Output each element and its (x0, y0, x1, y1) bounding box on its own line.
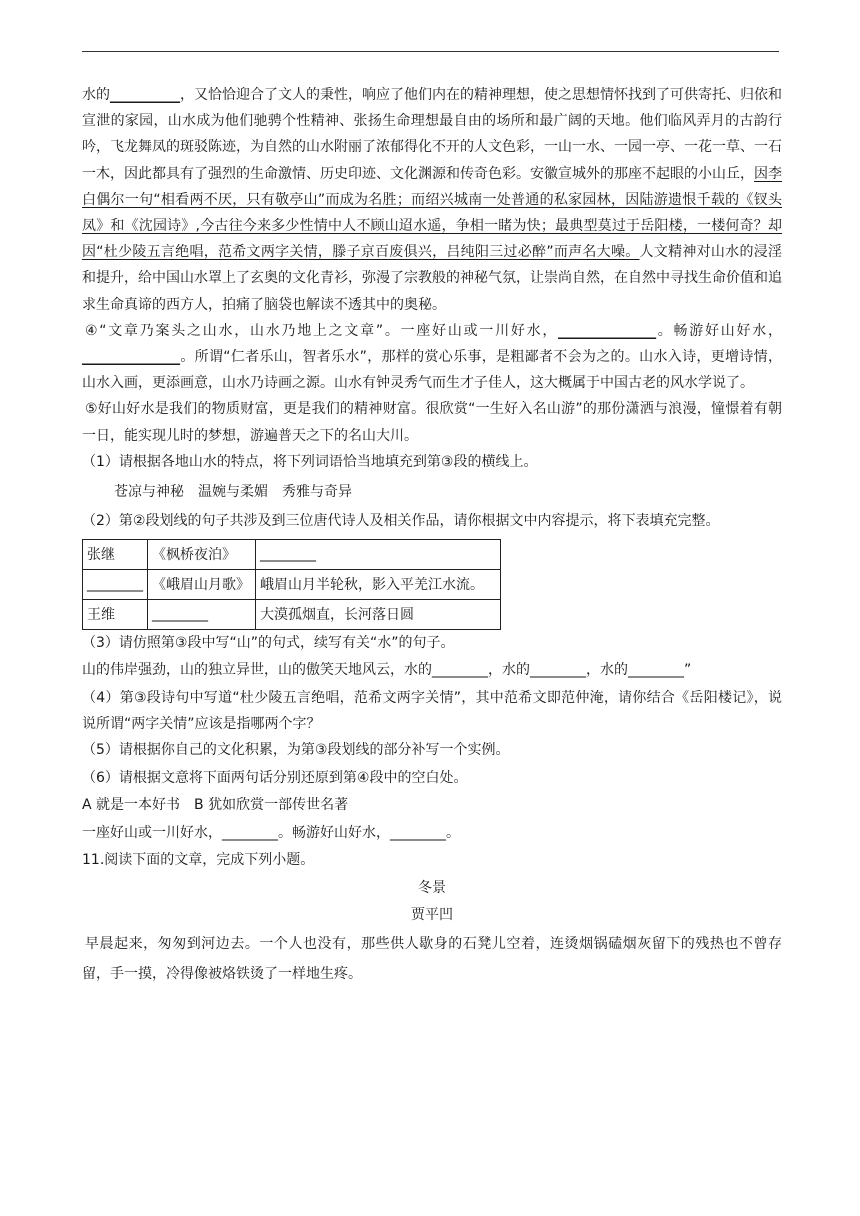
fill-blank: ______________ (558, 322, 657, 339)
text-run: 一座好山或一川好水， (82, 824, 222, 841)
question-1-words: 苍凉与神秘 温婉与柔媚 秀雅与奇异 (114, 484, 352, 501)
question-11: 11.阅读下面的文章，完成下列小题。 (82, 852, 315, 869)
table-row (83, 539, 501, 569)
text-run: 水的 (82, 87, 110, 103)
text-run: ，又恰恰迎合了文人的秉性，响应了他们内在的精神理想，使之思想情怀找到了可供寄托、归依和宣泄的家园，山水成为他们驰骋个性精神、张扬生命理想最自由的场所和最广阔的天地。他们临风弄月的古韵行吟，飞龙舞凤的斑驳陈迹，为自然的山水附丽了浓郁得化不开的人文色彩，一山一水、一园一亭、一花一草、一石一木，因此都具有了强烈的生命激情、历史印迹、文化渊源和传奇色彩。安徽宣城外的那座不起眼的小山丘， (82, 87, 782, 182)
text-run: ，水的 (586, 662, 628, 679)
question-1: （1）请根据各地山水的特点，将下列词语恰当地填充到第③段的横线上。 (82, 453, 538, 470)
text-run: 。所谓“仁者乐山，智者乐水”，那样的赏心乐事，是粗鄙者不会为之的。山水入诗，更增诗情，山水入画，更添画意，山水乃诗画之源。山水有钟灵秀气而生才子佳人，这大概属于中国古老的风水学说了。 (82, 349, 782, 392)
fill-blank: __________ (110, 87, 180, 103)
article-paragraph: 早晨起来，匆匆到河边去。一个人也没有，那些供人歇身的石凳儿空着，连烫烟锅磕烟灰留下的残热也不曾存留，手一摸，冷得像被烙铁烫了一样地生疼。 (82, 935, 782, 982)
poet-table (82, 539, 501, 630)
table-cell: 王维 (83, 599, 148, 629)
fill-blank: ________ (222, 824, 278, 841)
text-run: 。畅游好山好水， (656, 322, 782, 339)
table-cell: 《枫桥夜泊》 (148, 539, 256, 569)
question-4: （4）第③段诗句中写道“杜少陵五言绝唱，范希文两字关情”，其中范希文即范仲淹，请你结合《岳阳楼记》，说说所谓“两字关情”应该是指哪两个字？ (82, 689, 782, 733)
table-cell: 张继 (83, 539, 148, 569)
question-3: （3）请仿照第③段中写“山”的句式，续写有关“水”的句子。 (82, 634, 455, 651)
text-run: 。 (446, 824, 460, 841)
header-rule (82, 51, 779, 52)
text-run: ④“文章乃案头之山水，山水乃地上之文章”。一座好山或一川好水， (85, 322, 559, 339)
passage-paragraph-3 (82, 82, 782, 318)
table-cell: ________ (83, 569, 148, 599)
text-run: ，水的 (488, 662, 530, 679)
text-run: 。畅游好山好水， (278, 824, 390, 841)
fill-blank: ________ (530, 662, 586, 679)
table-cell: ________ (148, 599, 256, 629)
passage-paragraph-4 (82, 318, 782, 397)
table-row (83, 569, 501, 599)
question-5: （5）请根据你自己的文化积累，为第③段划线的部分补写一个实例。 (82, 742, 510, 759)
text-run: 人文精神对山水的浸淫和提升，给中国山水罩上了玄奥的文化青衫，弥漫了宗教般的神秘气氛，让崇尚自然，在自然中寻找生命价值和追求生命真谛的西方人，拍痛了脑袋也解读不透其中的奥秘。 (82, 244, 782, 313)
underlined-sentence: 因李白偶尔一句“相看两不厌，只有敬亭山”而成为名胜；而绍兴城南一处普通的私家园林，因陆游遗恨千载的《钗头凤》和《沈园诗》,今古往今来多少性情中人不顾山迢水遥，争相一睹为快；最典型莫过于岳阳楼，一楼何奇？却因“杜少陵五言绝唱，范希文两字关情，滕子京百废俱兴，吕纯阳三过必醉”而声名大噪。 (82, 165, 782, 261)
table-row (83, 599, 501, 629)
document-body (82, 82, 782, 989)
table-cell: 峨眉山月半轮秋，影入平羌江水流。 (256, 569, 501, 599)
question-3-line (82, 657, 782, 685)
passage-paragraph-5: ⑤好山好水是我们的物质财富，更是我们的精神财富。很欣赏“一生好入名山游”的那份潇洒与浪漫，憧憬着有朝一日，能实现儿时的梦想，游遍普天之下的名山大川。 (82, 401, 782, 444)
question-6: （6）请根据文意将下面两句话分别还原到第④段中的空白处。 (82, 769, 468, 786)
fill-blank: ________ (432, 662, 488, 679)
text-run: 山的伟岸强劲，山的独立异世，山的傲笑天地风云，水的 (82, 662, 432, 679)
table-cell: 《峨眉山月歌》 (148, 569, 256, 599)
table-cell: ________ (256, 539, 501, 569)
question-6-options: A 就是一本好书 B 犹如欣赏一部传世名著 (82, 797, 349, 814)
fill-blank: ________ (390, 824, 446, 841)
article-title: 冬景 (418, 879, 446, 896)
article-author: 贾平凹 (411, 906, 453, 923)
question-2: （2）第②段划线的句子共涉及到三位唐代诗人及相关作品，请你根据文中内容提示，将下表填充完整。 (82, 513, 720, 530)
text-run: ” (684, 662, 692, 679)
table-cell: 大漠孤烟直，长河落日圆 (256, 599, 501, 629)
question-6-line (82, 820, 782, 848)
fill-blank: ______________ (82, 349, 180, 366)
fill-blank: ________ (628, 662, 684, 679)
